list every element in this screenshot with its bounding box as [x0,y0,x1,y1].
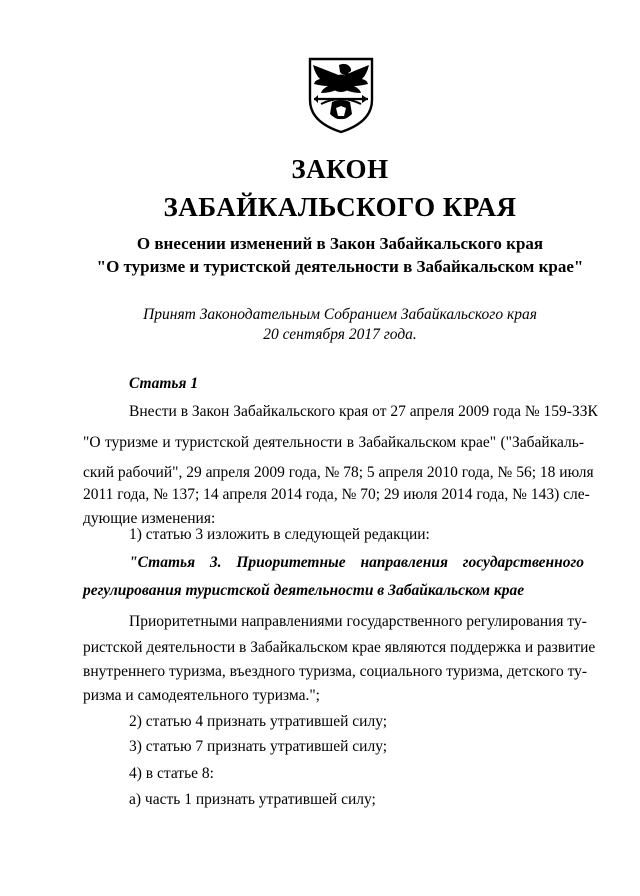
list-item: 4) в статье 8: [129,765,214,782]
document-type-title: ЗАКОН [291,154,389,184]
issuer-title: ЗАБАЙКАЛЬСКОГО КРАЯ [163,192,517,222]
quoted-article-heading: регулирования туристской деятельности в Забайкальском крае [83,582,525,599]
list-item: 3) статью 7 признать утратившей силу; [129,738,388,755]
adoption-note-line1: Принят Законодательным Собранием Забайкальского края [143,306,537,323]
adoption-date: 20 сентября 2017 года. [263,326,417,343]
list-item: 2) статью 4 признать утратившей силу; [129,713,388,730]
article-heading: Статья 1 [129,375,199,392]
paragraph-line: Приоритетными направлениями государственного регулирования ту- [129,613,587,630]
paragraph-line: "О туризме и туристской деятельности в Забайкальском крае" ("Забайкаль- [83,434,584,451]
law-subject-line2: "О туризме и туристской деятельности в Забайкальском крае" [96,257,584,276]
paragraph-line: ский рабочий", 29 апреля 2009 года, № 78; 5 апреля 2010 года, № 56; 18 июля [83,464,594,481]
quoted-article-heading: "Статья 3. Приоритетные направления государственного [129,554,584,571]
paragraph-line: дующие изменения: [83,510,216,527]
list-item: а) часть 1 признать утратившей силу; [129,791,376,808]
paragraph-line: Внести в Закон Забайкальского края от 27 апреля 2009 года № 159-ЗЗК [129,403,598,420]
paragraph-line: внутреннего туризма, въездного туризма, социального туризма, детского ту- [83,663,588,680]
list-item: 1) статью 3 изложить в следующей редакции: [129,526,430,543]
paragraph-line: 2011 года, № 137; 14 апреля 2014 года, № 70; 29 июля 2014 года, № 143) сле- [83,486,590,503]
paragraph-line: ристской деятельности в Забайкальском крае являются поддержка и развитие [83,639,596,656]
law-subject-line1: О внесении изменений в Закон Забайкальского края [136,234,544,253]
paragraph-line: ризма и самодеятельного туризма."; [83,687,320,704]
zabaykalsky-krai-coat-of-arms-icon [306,56,376,134]
